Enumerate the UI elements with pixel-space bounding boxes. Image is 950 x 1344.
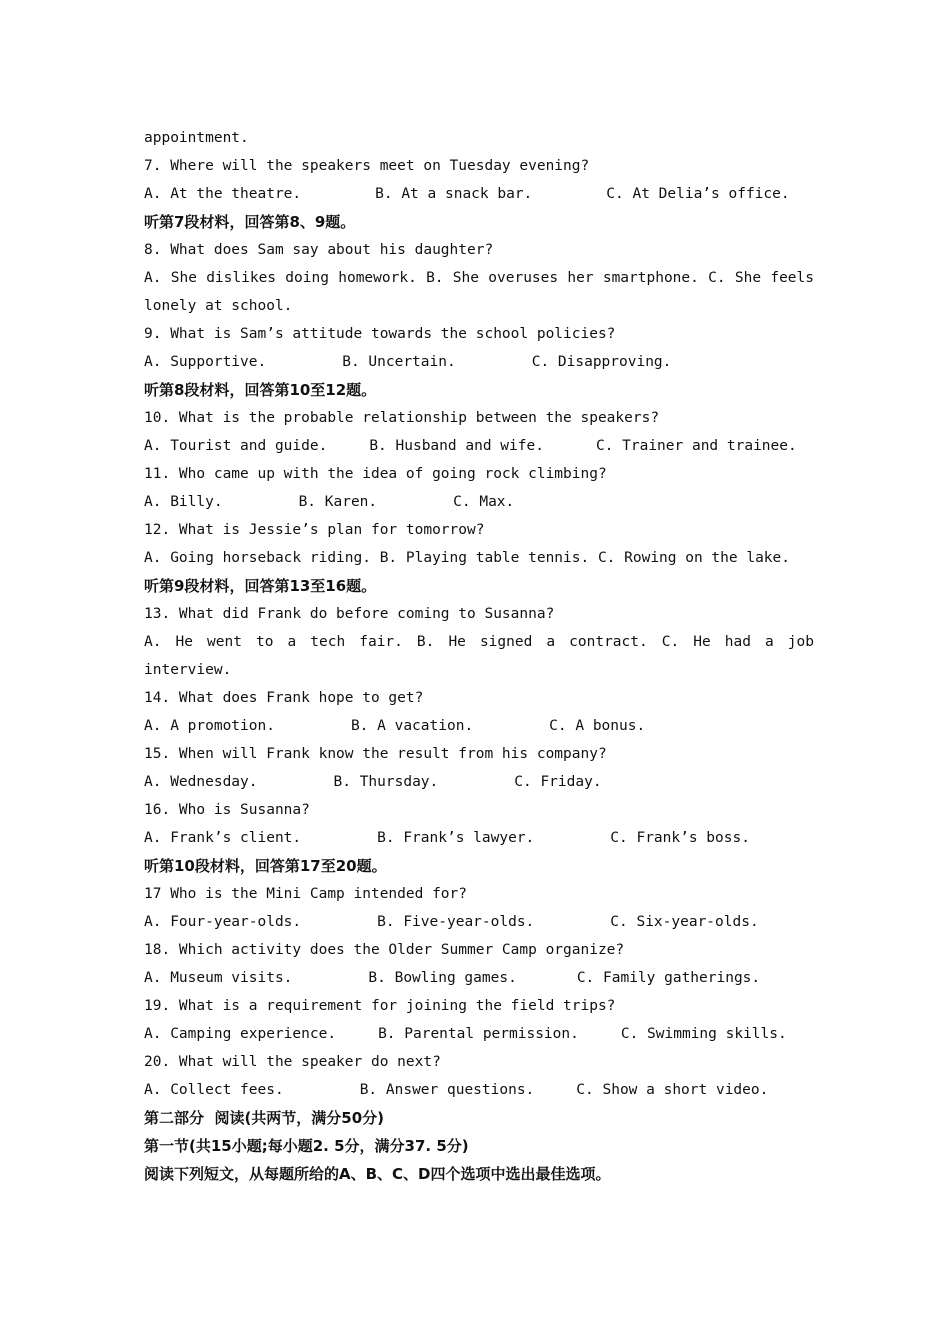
answer-option: C. Show a short video.	[576, 1082, 769, 1098]
question-text: 14. What does Frank hope to get?	[144, 690, 424, 706]
question-text: 9. What is Sam’s attitude towards the school policies?	[144, 326, 616, 342]
answer-option: A. Billy.	[144, 494, 223, 510]
answer-option: B. At a snack bar.	[375, 186, 533, 202]
answer-options	[144, 1020, 814, 1048]
answer-options	[144, 488, 814, 516]
section-heading: 听第8段材料，回答第10至12题。	[144, 381, 377, 399]
answer-options	[144, 1076, 814, 1104]
question-text: 10. What is the probable relationship between the speakers?	[144, 410, 660, 426]
question-text: 18. Which activity does the Older Summer Camp organize?	[144, 942, 625, 958]
section-heading: 第二部分 阅读(共两节，满分50分)	[144, 1109, 385, 1127]
answer-options	[144, 768, 814, 796]
answer-option: C. Disapproving.	[531, 354, 672, 370]
question-text: 8. What does Sam say about his daughter?	[144, 242, 494, 258]
answer-options	[144, 712, 814, 740]
answer-option: C. Family gatherings.	[576, 970, 761, 986]
section-heading: 阅读下列短文，从每题所给的A、B、C、D四个选项中选出最佳选项。	[144, 1165, 611, 1183]
answer-option: C. Trainer and trainee.	[595, 438, 797, 454]
section-heading: 听第9段材料，回答第13至16题。	[144, 577, 377, 595]
answer-option: A. Frank’s client.	[144, 830, 302, 846]
section-heading: 听第10段材料，回答第17至20题。	[144, 857, 387, 875]
section-heading: 听第7段材料，回答第8、9题。	[144, 213, 356, 231]
answer-options	[144, 348, 814, 376]
section-heading: 第一节(共15小题;每小题2. 5分，满分37. 5分)	[144, 1137, 469, 1155]
exam-page	[144, 124, 814, 1188]
question-text: 15. When will Frank know the result from his company?	[144, 746, 607, 762]
answer-options	[144, 908, 814, 936]
answer-option: A. Collect fees.	[144, 1082, 284, 1098]
answer-option: B. Five-year-olds.	[377, 914, 535, 930]
answer-option: B. Husband and wife.	[369, 438, 544, 454]
answer-option: B. A vacation.	[350, 718, 474, 734]
answer-option: C. Frank’s boss.	[610, 830, 750, 846]
answer-option: A. Four-year-olds.	[144, 914, 302, 930]
question-text: 16. Who is Susanna?	[144, 802, 310, 818]
answer-options	[144, 432, 814, 460]
question-text: 19. What is a requirement for joining the field trips?	[144, 998, 616, 1014]
question-text: 20. What will the speaker do next?	[144, 1054, 441, 1070]
answer-options: A. Going horseback riding. B. Playing table tennis. C. Rowing on the lake.	[144, 550, 791, 566]
answer-options	[144, 824, 814, 852]
answer-option: C. Swimming skills.	[620, 1026, 787, 1042]
question-text: appointment.	[144, 130, 249, 146]
answer-options	[144, 964, 814, 992]
answer-option: C. At Delia’s office.	[606, 186, 790, 202]
answer-option: B. Thursday.	[333, 774, 439, 790]
answer-option: B. Frank’s lawyer.	[377, 830, 535, 846]
question-text: 17 Who is the Mini Camp intended for?	[144, 886, 468, 902]
answer-option: C. Friday.	[514, 774, 602, 790]
answer-options: A. She dislikes doing homework. B. She overuses her smartphone. C. She feels lonely at school.	[144, 270, 814, 314]
answer-option: A. Tourist and guide.	[144, 438, 328, 454]
answer-options	[144, 180, 814, 208]
answer-option: A. Camping experience.	[144, 1026, 337, 1042]
answer-option: C. A bonus.	[549, 718, 646, 734]
answer-option: A. Supportive.	[144, 354, 267, 370]
answer-option: B. Bowling games.	[368, 970, 517, 986]
question-text: 7. Where will the speakers meet on Tuesday evening?	[144, 158, 590, 174]
answer-option: B. Parental permission.	[378, 1026, 579, 1042]
question-text: 13. What did Frank do before coming to Susanna?	[144, 606, 555, 622]
answer-option: A. Wednesday.	[144, 774, 258, 790]
answer-option: C. Six-year-olds.	[610, 914, 759, 930]
answer-option: B. Answer questions.	[359, 1082, 535, 1098]
answer-option: C. Max.	[453, 494, 515, 510]
answer-option: A. Museum visits.	[144, 970, 293, 986]
answer-option: A. A promotion.	[144, 718, 275, 734]
answer-option: B. Karen.	[298, 494, 378, 510]
answer-option: B. Uncertain.	[342, 354, 456, 370]
question-text: 11. Who came up with the idea of going rock climbing?	[144, 466, 607, 482]
answer-option: A. At the theatre.	[144, 186, 302, 202]
question-text: 12. What is Jessie’s plan for tomorrow?	[144, 522, 485, 538]
answer-options: A. He went to a tech fair. B. He signed a contract. C. He had a job interview.	[144, 634, 814, 678]
